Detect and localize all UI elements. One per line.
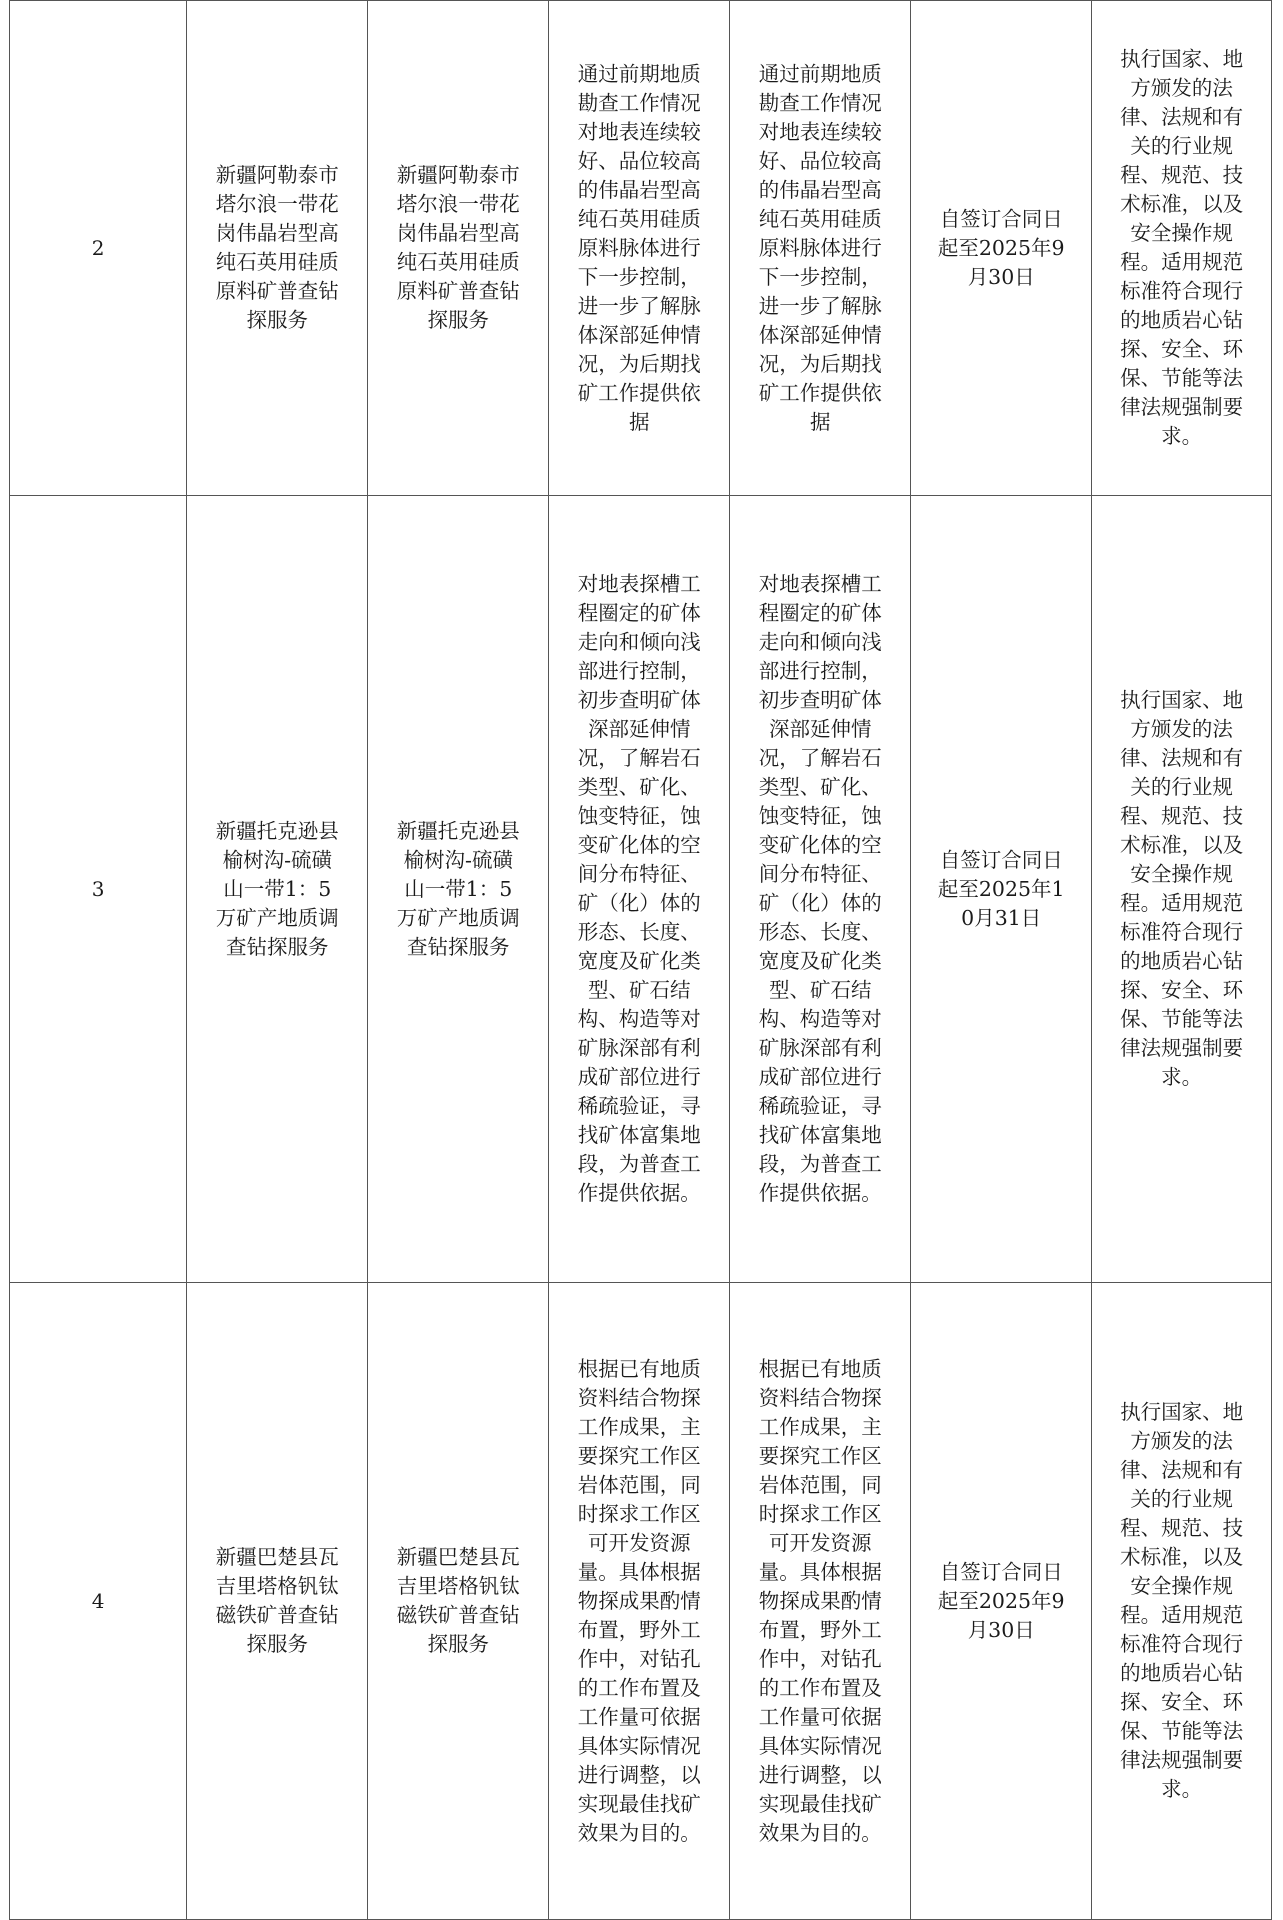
- row-index: 3: [91, 877, 105, 901]
- row-index-cell: [10, 1283, 187, 1920]
- project-name: 新疆阿勒泰市塔尔浪一带花岗伟晶岩型高纯石英用硅质原料矿普查钻探服务: [215, 163, 339, 332]
- service-period-cell: [911, 496, 1092, 1283]
- objective: 对地表探槽工程圈定的矿体走向和倾向浅部进行控制，初步查明矿体深部延伸情况，了解岩石类型、矿化、蚀变特征，蚀变矿化体的空间分布特征、矿（化）体的形态、长度、宽度及矿化类型、矿石结构、构造等对矿脉深部有利成矿部位进行稀疏验证，寻找矿体富集地段，为普查工作提供依据。: [758, 572, 882, 1205]
- project-name-cell: [187, 496, 368, 1283]
- standards-cell: [1092, 1, 1272, 496]
- standards-cell: [1092, 496, 1272, 1283]
- objective: 根据已有地质资料结合物探工作成果，主要探究工作区岩体范围，同时探求工作区可开发资源量。具体根据物探成果酌情布置，野外工作中，对钻孔的工作布置及工作量可依据具体实际情况进行调整，以实现最佳找矿效果为目的。: [758, 1356, 882, 1845]
- service-period: 自签订合同日起至2025年9月30日: [937, 1559, 1065, 1642]
- table-row: [10, 496, 1272, 1283]
- service-content: 新疆托克逊县榆树沟-硫磺山一带1：5万矿产地质调查钻探服务: [396, 818, 520, 959]
- project-name: 新疆巴楚县瓦吉里塔格钒钛磁铁矿普查钻探服务: [215, 1545, 339, 1656]
- table-row: [10, 1283, 1272, 1920]
- row-index-cell: [10, 496, 187, 1283]
- technical-requirements: 根据已有地质资料结合物探工作成果，主要探究工作区岩体范围，同时探求工作区可开发资源量。具体根据物探成果酌情布置，野外工作中，对钻孔的工作布置及工作量可依据具体实际情况进行调整，以实现最佳找矿效果为目的。: [577, 1356, 701, 1845]
- standards: 执行国家、地方颁发的法律、法规和有关的行业规程、规范、技术标准，以及安全操作规程。适用规范标准符合现行的地质岩心钻探、安全、环保、节能等法律法规强制要求。: [1120, 1400, 1244, 1801]
- technical-requirements-cell: [549, 1283, 730, 1920]
- service-period: 自签订合同日起至2025年10月31日: [937, 847, 1065, 930]
- service-content-cell: [368, 1283, 549, 1920]
- service-period-cell: [911, 1283, 1092, 1920]
- project-name-cell: [187, 1283, 368, 1920]
- row-index: 2: [91, 236, 105, 260]
- technical-requirements-cell: [549, 496, 730, 1283]
- service-content: 新疆巴楚县瓦吉里塔格钒钛磁铁矿普查钻探服务: [396, 1545, 520, 1656]
- objective-cell: [730, 496, 911, 1283]
- service-content: 新疆阿勒泰市塔尔浪一带花岗伟晶岩型高纯石英用硅质原料矿普查钻探服务: [396, 163, 520, 332]
- service-requirements-table: [9, 0, 1272, 1920]
- service-period: 自签订合同日起至2025年9月30日: [937, 206, 1065, 289]
- standards-cell: [1092, 1283, 1272, 1920]
- technical-requirements-cell: [549, 1, 730, 496]
- service-content-cell: [368, 1, 549, 496]
- table-row: [10, 1, 1272, 496]
- project-name: 新疆托克逊县榆树沟-硫磺山一带1：5万矿产地质调查钻探服务: [215, 818, 339, 959]
- objective-cell: [730, 1, 911, 496]
- technical-requirements: 通过前期地质勘查工作情况对地表连续较好、品位较高的伟晶岩型高纯石英用硅质原料脉体进行下一步控制，进一步了解脉体深部延伸情况，为后期找矿工作提供依据: [577, 61, 701, 434]
- row-index: 4: [91, 1589, 105, 1613]
- objective-cell: [730, 1283, 911, 1920]
- objective: 通过前期地质勘查工作情况对地表连续较好、品位较高的伟晶岩型高纯石英用硅质原料脉体进行下一步控制，进一步了解脉体深部延伸情况，为后期找矿工作提供依据: [758, 61, 882, 434]
- row-index-cell: [10, 1, 187, 496]
- standards: 执行国家、地方颁发的法律、法规和有关的行业规程、规范、技术标准，以及安全操作规程。适用规范标准符合现行的地质岩心钻探、安全、环保、节能等法律法规强制要求。: [1120, 47, 1244, 448]
- project-name-cell: [187, 1, 368, 496]
- technical-requirements: 对地表探槽工程圈定的矿体走向和倾向浅部进行控制，初步查明矿体深部延伸情况，了解岩石类型、矿化、蚀变特征，蚀变矿化体的空间分布特征、矿（化）体的形态、长度、宽度及矿化类型、矿石结构、构造等对矿脉深部有利成矿部位进行稀疏验证，寻找矿体富集地段，为普查工作提供依据。: [577, 572, 701, 1205]
- standards: 执行国家、地方颁发的法律、法规和有关的行业规程、规范、技术标准，以及安全操作规程。适用规范标准符合现行的地质岩心钻探、安全、环保、节能等法律法规强制要求。: [1120, 688, 1244, 1089]
- service-period-cell: [911, 1, 1092, 496]
- service-content-cell: [368, 496, 549, 1283]
